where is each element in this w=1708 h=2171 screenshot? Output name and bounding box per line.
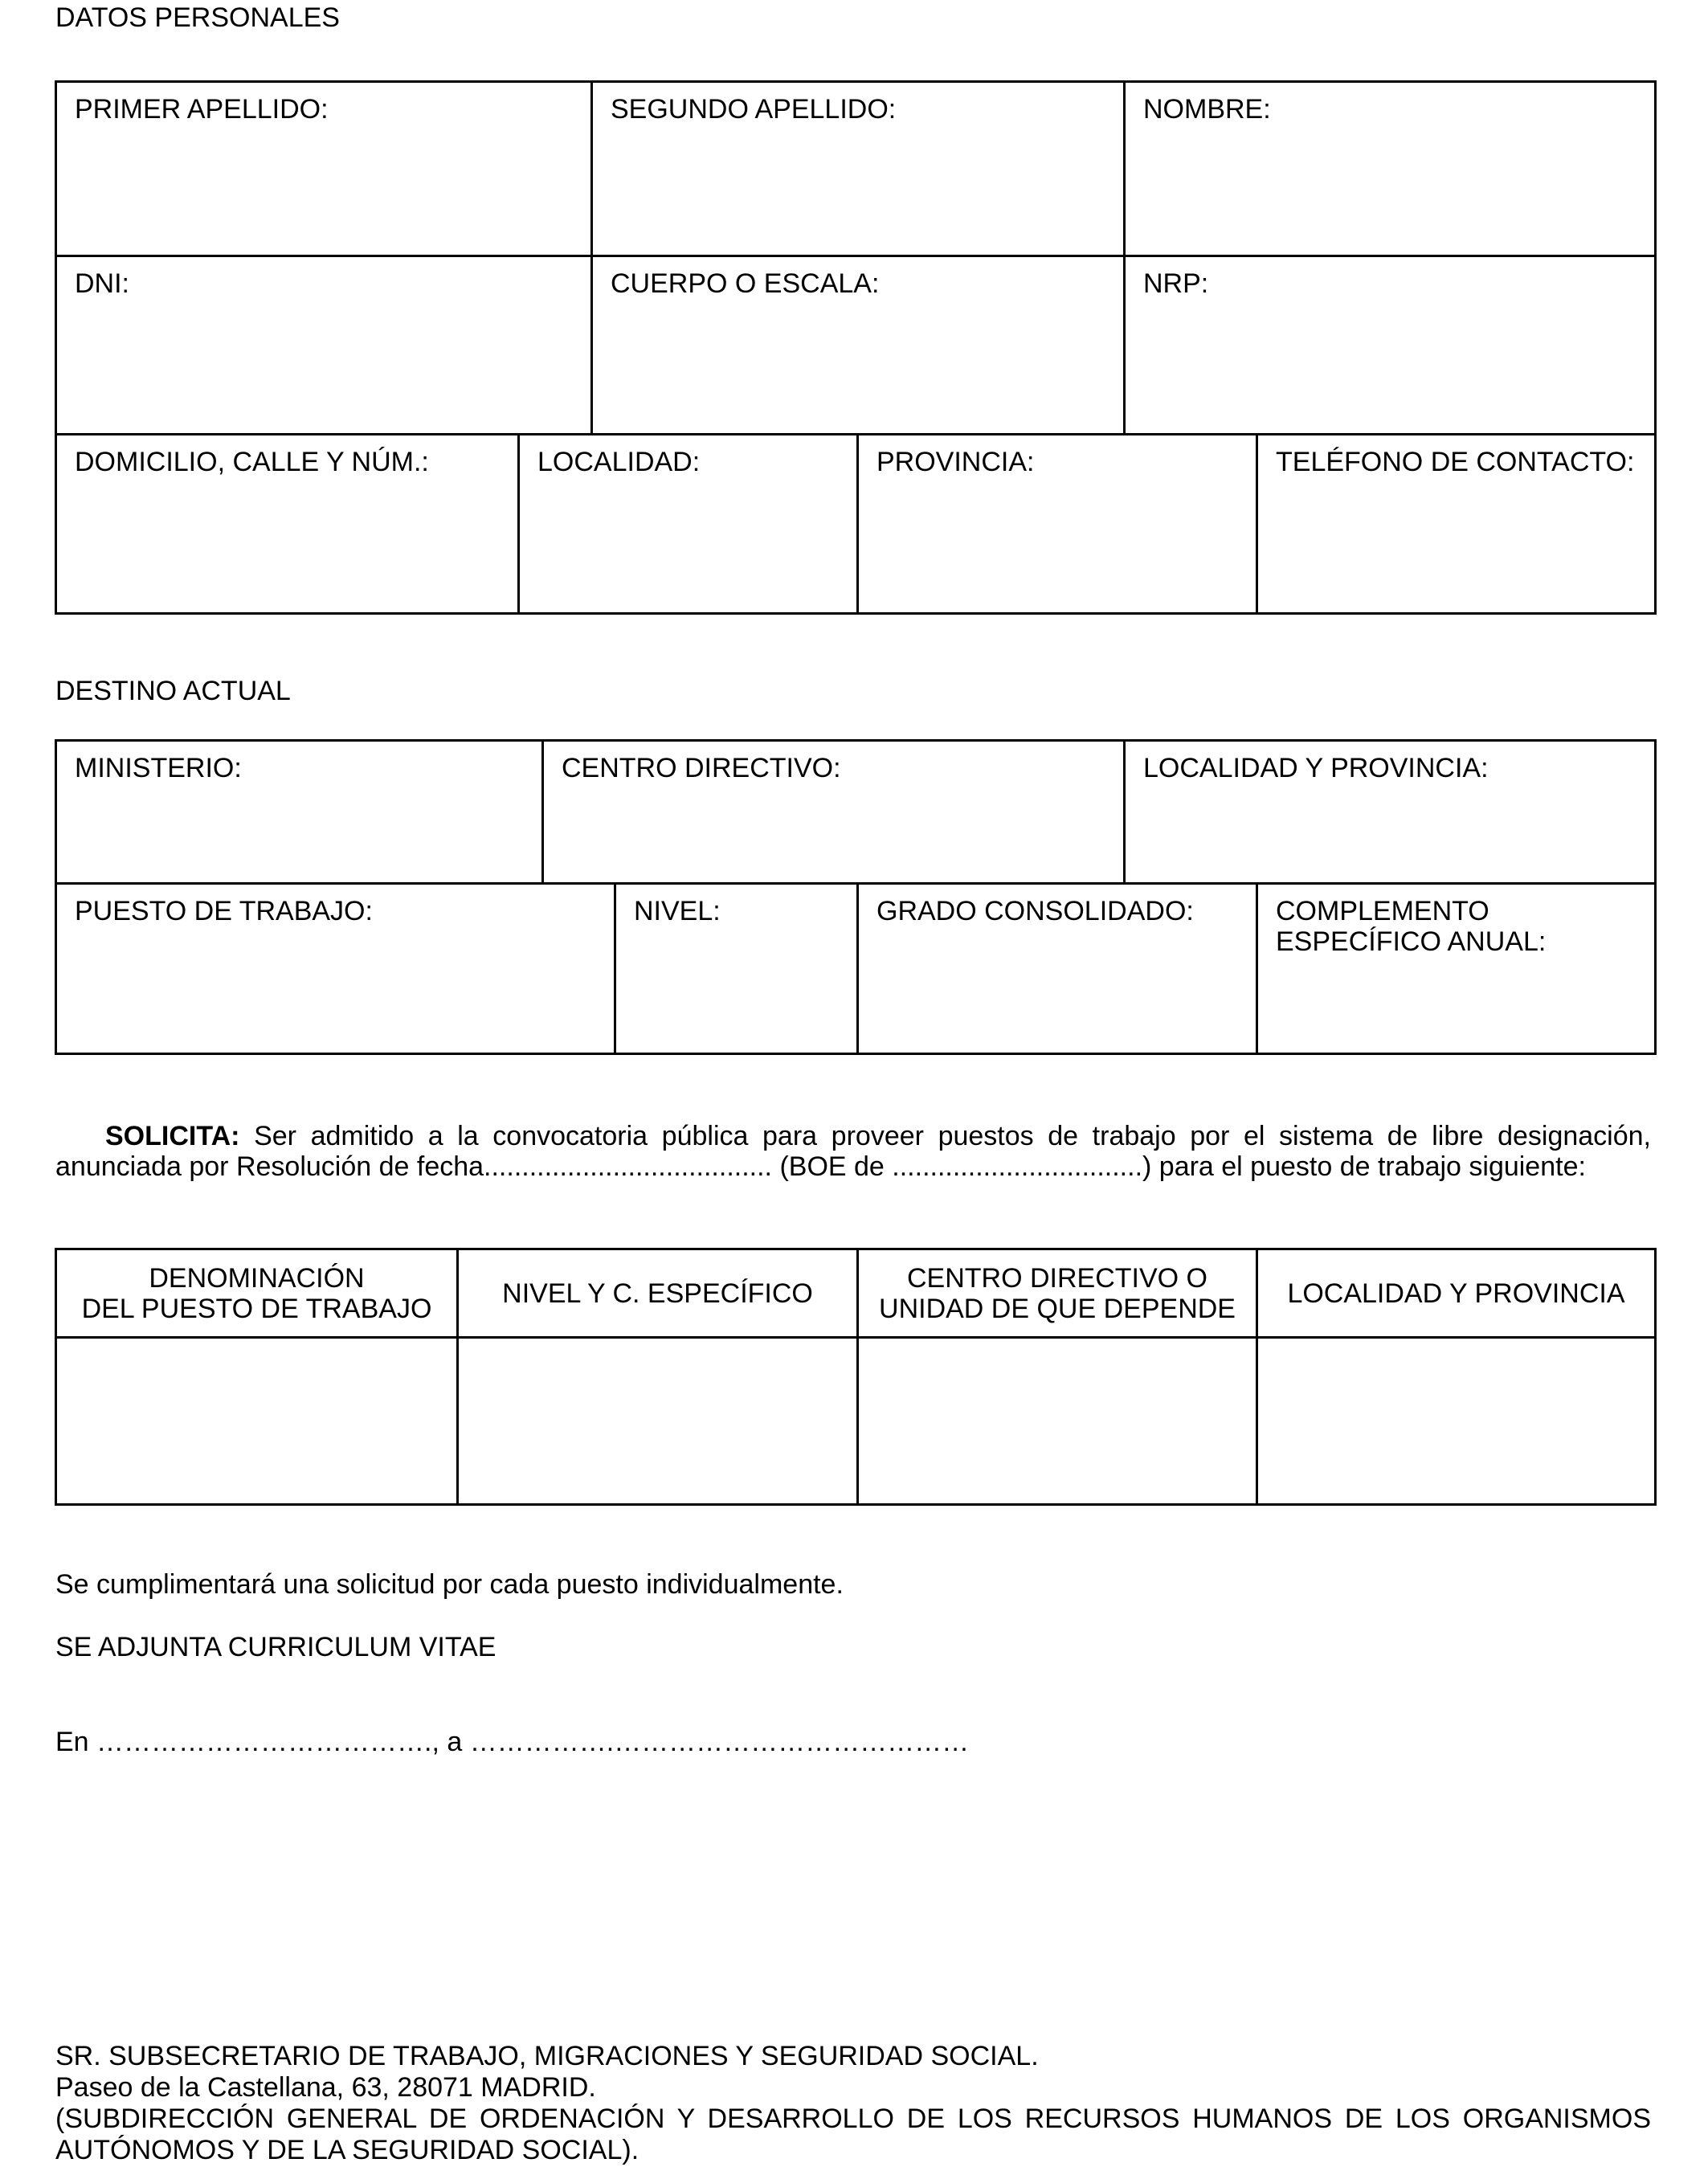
one-per-position-note: Se cumplimentará una solicitud por cada puesto individualmente. [55,1569,844,1600]
place-date-line[interactable]: En ………………………………., a …………….………………………………… [55,1727,970,1757]
corps-scale-field[interactable] [590,257,1123,435]
request-text: Ser admitido a la convocatoria pública para proveer puestos de trabajo por el sistema de libre designación, anunciada por Resolución de fecha...................................... (BOE de .................................) para el puesto de trabajo siguiente: [55,1121,1651,1182]
current-post-table [55,739,1657,1055]
directive-unit-cell[interactable] [856,1339,1256,1503]
request-paragraph [55,1121,1651,1182]
address-field[interactable] [57,435,517,612]
ministry-label: MINISTERIO: [75,753,242,783]
address-line: Paseo de la Castellana, 63, 28071 MADRID. [55,2072,596,2103]
level-label: NIVEL: [634,896,721,926]
subdirectorate-line: (SUBDIRECCIÓN GENERAL DE ORDENACIÓN Y DESARROLLO DE LOS RECURSOS HUMANOS DE LOS ORGANISMOS AUTÓNOMOS Y DE LA SEGURIDAD SOCIAL). [55,2104,1651,2165]
personal-row-1 [57,83,1654,255]
first-surname-field[interactable] [57,83,590,255]
personal-data-table [55,80,1657,615]
first-surname-label: PRIMER APELLIDO: [75,94,329,125]
province-field[interactable] [856,435,1256,612]
address-label: DOMICILIO, CALLE Y NÚM.: [75,447,429,477]
personal-data-heading: DATOS PERSONALES [55,2,340,33]
nrp-field[interactable] [1123,257,1654,435]
positions-entry-row [57,1336,1654,1503]
directive-unit-header: CENTRO DIRECTIVO O UNIDAD DE QUE DEPENDE [856,1250,1256,1336]
consolidated-grade-label: GRADO CONSOLIDADO: [876,896,1194,926]
personal-row-2 [57,255,1654,435]
locality-field[interactable] [517,435,856,612]
locality-label: LOCALIDAD: [537,447,701,477]
personal-row-3 [57,433,1654,612]
current-row-2 [57,882,1654,1053]
positions-table [55,1248,1657,1506]
position-name-header: DENOMINACIÓN DEL PUESTO DE TRABAJO [81,1262,432,1324]
ministry-field[interactable] [57,742,541,882]
directive-center-field[interactable] [541,742,1123,882]
locality-province-header: LOCALIDAD Y PROVINCIA [1256,1250,1654,1336]
locality-province-label: LOCALIDAD Y PROVINCIA: [1143,753,1489,783]
level-field[interactable] [614,885,856,1053]
second-surname-field[interactable] [590,83,1123,255]
name-label: NOMBRE: [1143,94,1271,125]
level-complement-cell[interactable] [456,1339,856,1503]
dni-label: DNI: [75,268,129,299]
dni-field[interactable] [57,257,590,435]
second-surname-label: SEGUNDO APELLIDO: [611,94,897,125]
nrp-label: NRP: [1143,268,1209,299]
cv-attached-note: SE ADJUNTA CURRICULUM VITAE [55,1632,496,1662]
contact-phone-field[interactable] [1256,435,1654,612]
contact-phone-label: TELÉFONO DE CONTACTO: [1276,447,1635,477]
job-position-field[interactable] [57,885,614,1053]
province-label: PROVINCIA: [876,447,1035,477]
current-row-1 [57,742,1654,882]
request-label: SOLICITA: [105,1121,240,1151]
locality-province-field[interactable] [1123,742,1654,882]
name-field[interactable] [1123,83,1654,255]
locality-province-cell[interactable] [1256,1339,1654,1503]
corps-scale-label: CUERPO O ESCALA: [611,268,880,299]
job-position-label: PUESTO DE TRABAJO: [75,896,373,926]
consolidated-grade-field[interactable] [856,885,1256,1053]
addressee-line: SR. SUBSECRETARIO DE TRABAJO, MIGRACIONES Y SEGURIDAD SOCIAL. [55,2041,1039,2071]
position-name-cell[interactable] [57,1339,456,1503]
annual-complement-field[interactable] [1256,885,1654,1053]
current-post-heading: DESTINO ACTUAL [55,676,291,706]
annual-complement-label: COMPLEMENTO ESPECÍFICO ANUAL: [1276,896,1547,957]
positions-header-row [57,1250,1654,1336]
level-complement-header: NIVEL Y C. ESPECÍFICO [456,1250,856,1336]
directive-center-label: CENTRO DIRECTIVO: [562,753,841,783]
